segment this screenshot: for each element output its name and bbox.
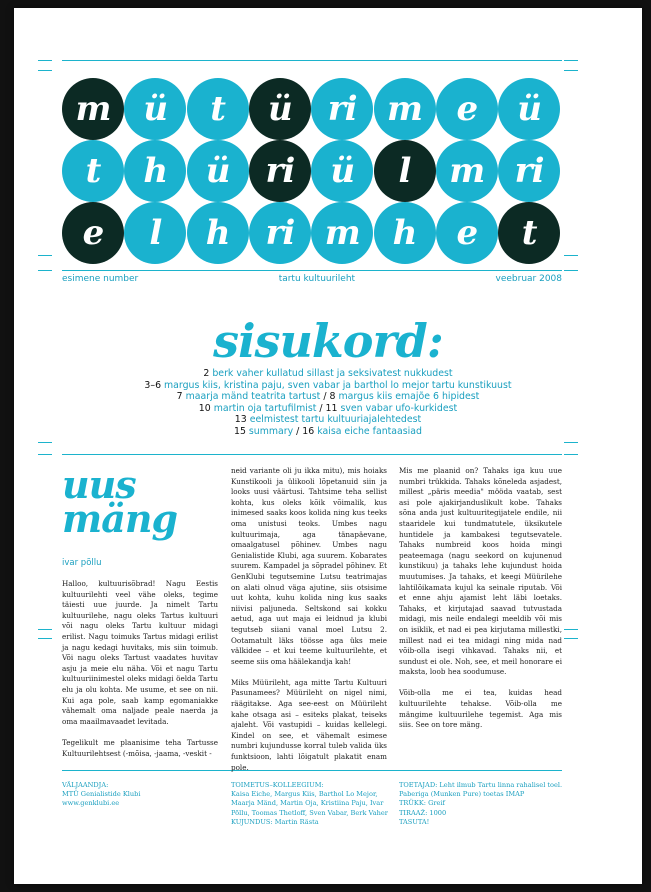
footer-line: Kaisa Eiche, Margus Kiis, Barthol Lo Mejor,	[231, 790, 378, 799]
letter-circle: m	[311, 202, 373, 264]
toc-page-number: / 8	[320, 391, 339, 403]
footer-line: TASUTA!	[399, 817, 430, 826]
crop-mark	[38, 70, 52, 71]
crop-mark	[38, 442, 52, 443]
toc-page-number: / 11	[316, 402, 341, 414]
crop-mark	[564, 638, 578, 639]
toc-page-number: 3–6	[144, 379, 165, 391]
crop-mark	[564, 442, 578, 443]
crop-mark	[38, 255, 52, 256]
toc-entry: eelmistest tartu kultuuriajalehtedest	[249, 414, 422, 426]
toc-entry: margus kiis emajõe 6 hipidest	[338, 391, 480, 403]
letter-circle: h	[124, 140, 186, 202]
toc-line[interactable]	[14, 368, 642, 380]
letter-circle: h	[374, 202, 436, 264]
letter-circle: m	[436, 140, 498, 202]
letter-circle: ü	[311, 140, 373, 202]
letter-circle: ü	[249, 78, 311, 140]
letter-circle: t	[62, 140, 124, 202]
footer-link[interactable]: www.genklubi.ee	[62, 799, 120, 808]
footer-line: Paberiga (Munken Pure) toetas IMAP	[399, 790, 525, 799]
letter-circle: ri	[311, 78, 373, 140]
headline-line-2: mäng	[62, 496, 178, 541]
crop-mark	[564, 70, 578, 71]
letter-circle: m	[374, 78, 436, 140]
publication-tagline: tartu kultuurileht	[278, 274, 356, 284]
table-of-contents	[14, 368, 642, 438]
article-column-3	[399, 466, 562, 741]
crop-mark	[38, 454, 52, 455]
toc-page-number: 15	[234, 425, 249, 437]
footer-line: TRÜKK: Greif	[399, 799, 445, 808]
letter-circle: t	[498, 202, 560, 264]
crop-mark	[564, 629, 578, 630]
toc-entry: maarja mänd teatrita tartust	[185, 391, 321, 403]
letter-circle: ri	[249, 202, 311, 264]
top-rule	[62, 60, 562, 61]
article-column-2	[231, 466, 387, 784]
paragraph: Võib-olla me ei tea, kuidas head kultuurilehte tehakse. Võib-olla me mängime kultuurilehe tegemist. Aga mis siis. See on tore mäng.	[399, 688, 562, 730]
footer-line: VÄLJAANDJA:	[62, 781, 109, 789]
paragraph: neid variante oli ju ikka mitu), mis hoiaks Kunstikooli ja ülikooli lõpetanuid siin ja looks uusi väärtusi. Tahtsime teha sellist kohta, kus oleks kõik võimalik, kus inimesed saaks koos kolida ning kus teeks oma unistusi teoks. Umbes nagu kultuurimaja, aga tänapäevane, omaalgatusel põhinev. Umbes nagu Genialistide Klubi, aga suurem. Kobarates suurem. Kampadel ja sõpradel põhinev. Et GenKlubi tegutsemine Lutsu teatrimajas on alati olnud väga ajutine, siis otsisime uut kohta, kuhu kolida ning kus saaks niivisi paljuneda. Seltskond sai kokku aetud, aga uut maja ei leidnud ja klubi tegutseb siiani vanal moel Lutsu 2. Ootamatult läks töösse aga üks meie välkidee – et kui teeme kultuurilehte, et seeme siis oma häälekandja kah!	[231, 466, 387, 666]
footer-line: Põllu, Toomas Thetloff, Sven Vabar, Berk Vaher	[231, 808, 388, 817]
crop-mark	[38, 629, 52, 630]
footer-line: TOETAJAD: Leht ilmub Tartu linna rahalisel toel.	[399, 781, 563, 789]
letter-circle: ü	[124, 78, 186, 140]
letter-circle: e	[436, 78, 498, 140]
crop-mark	[564, 60, 578, 61]
letter-circle: ri	[498, 140, 560, 202]
crop-mark	[38, 270, 52, 271]
footer-supporters	[399, 781, 562, 827]
toc-page-number: 7	[176, 391, 186, 403]
issue-date: veebruar 2008	[495, 274, 562, 284]
crop-mark	[564, 454, 578, 455]
toc-entry: summary	[248, 425, 294, 437]
paragraph: Miks Müürileht, aga mitte Tartu Kultuuri Pasunamees? Müürileht on nigel nimi, räägitakse. Aga see-eest on Müürileht kahe otsaga asi – esiteks plakat, teiseks ajaleht. Või vastupidi – kuidas kellelegi. Kindel on see, et vähemalt esimese numbri kujundusse korral tuleb valida üks funktsioon, lahti lõigatult plakatit enam pole.	[231, 677, 387, 772]
article-author: ivar põllu	[62, 558, 102, 568]
toc-line[interactable]	[14, 403, 642, 415]
toc-line[interactable]	[14, 426, 642, 438]
letter-circle: ri	[249, 140, 311, 202]
toc-page-number: / 16	[293, 425, 318, 437]
issue-number: esimene number	[62, 274, 139, 284]
letter-circle: t	[187, 78, 249, 140]
toc-line[interactable]	[14, 414, 642, 426]
footer-publisher	[62, 781, 140, 809]
toc-entry: sven vabar ufo-kurkidest	[340, 402, 458, 414]
footer-editorial	[231, 781, 388, 827]
crop-mark	[564, 255, 578, 256]
footer-line: Maarja Mänd, Martin Oja, Kristiina Paju, Ivar	[231, 799, 384, 808]
crop-mark	[564, 270, 578, 271]
toc-line[interactable]	[14, 391, 642, 403]
crop-mark	[38, 638, 52, 639]
headline-line-1: uus	[62, 462, 136, 507]
toc-page-number: 13	[234, 414, 250, 426]
footer-line: TOIMETUS–KOLLEEGIUM:	[231, 781, 324, 789]
toc-page-number: 2	[203, 368, 213, 379]
toc-entry: berk vaher kullatud sillast ja seksivatest nukkudest	[212, 368, 453, 379]
masthead-rule	[62, 270, 562, 271]
paragraph: Tegelikult me plaanisime teha Tartusse Kultuurilehtsest (-mõisa, -jaama, -veskit -	[62, 737, 218, 758]
toc-page-number: 10	[198, 402, 214, 414]
letter-circle: ü	[187, 140, 249, 202]
toc-line[interactable]	[14, 380, 642, 392]
letter-circle: ü	[498, 78, 560, 140]
toc-entry: martin oja tartufilmist	[213, 402, 317, 414]
crop-mark	[38, 60, 52, 61]
toc-title: sisukord:	[213, 314, 443, 368]
footer-line: KUJUNDUS: Martin Rästa	[231, 817, 319, 826]
footer-line: MTÜ Genialistide Klubi	[62, 790, 141, 799]
footer-line: TIRAAŽ: 1000	[399, 808, 447, 817]
paragraph: Mis me plaanid on? Tahaks iga kuu uue numbri trükkida. Tahaks kõneleda asjadest, millest „päris meedia" mööda vaatab, sest asi pole ajakirjanduslikult kobe. Tahaks sõna anda just kultuuritegijatele endile, nii staaridele kui tundmatutele, üksikutele huntidele ja kambakesi tegutsevatele. Tahaks numbreid koos hoida mingi peateemaga (nagu seekord on kujunenud kunstikuu) ja tahaks lehe kujundust hoida muutumises. Ja tahaks, et keegi Müürilehe lahtilõikamata kujul ka seinale riputab. Või et enne ahju ajamist leht läbi loetaks. Tahaks, et kirjutajad saavad tutvustada midagi, mis neile endalegi meeldib või mis on isiklik, et nad ei pea kirjutama millestki, millest nad ei tea midagi ning mida nad võib-olla isegi vihkavad. Tahaks nii, et sundust ei ole. Noh, see, et meil honorare ei maksta, loob hea soodumuse.	[399, 466, 562, 677]
letter-circle: l	[124, 202, 186, 264]
letter-circle: h	[187, 202, 249, 264]
toc-rule	[62, 454, 562, 455]
toc-entry: margus kiis, kristina paju, sven vabar ja barthol lo mejor tartu kunstikuust	[164, 379, 512, 391]
letter-circle: l	[374, 140, 436, 202]
letter-circle: e	[62, 202, 124, 264]
letter-circle: m	[62, 78, 124, 140]
letter-circle: e	[436, 202, 498, 264]
article-column-1	[62, 579, 218, 770]
toc-entry: kaisa eiche fantaasiad	[317, 425, 422, 437]
newspaper-page	[14, 8, 642, 884]
issue-band	[62, 274, 562, 284]
paragraph: Halloo, kultuurisõbrad! Nagu Eestis kultuurilehti veel vähe oleks, tegime täiesti uue juurde. Ja nimelt Tartu kultuurilehe, nagu oleks Tartus kultuuri või nagu oleks Tartu kultuur midagi erilist. Nagu toimuks Tartus midagi erilist ja nagu kedagi huvitaks, mis siin toimub. Või nagu oleks Tartust vaadates huvitav asju ja meie elu näha. Või et nagu Tartu kultuuriinimestel oleks midagi öelda Tartu elu ja olu kohta. Me usume, et see on nii. Kui aga pole, saab kamp egomaniakke vähemalt oma naljade peale naerda ja oma maailmavaadet levitada.	[62, 579, 218, 726]
masthead-letter-grid	[62, 78, 562, 264]
article-headline	[62, 462, 222, 541]
